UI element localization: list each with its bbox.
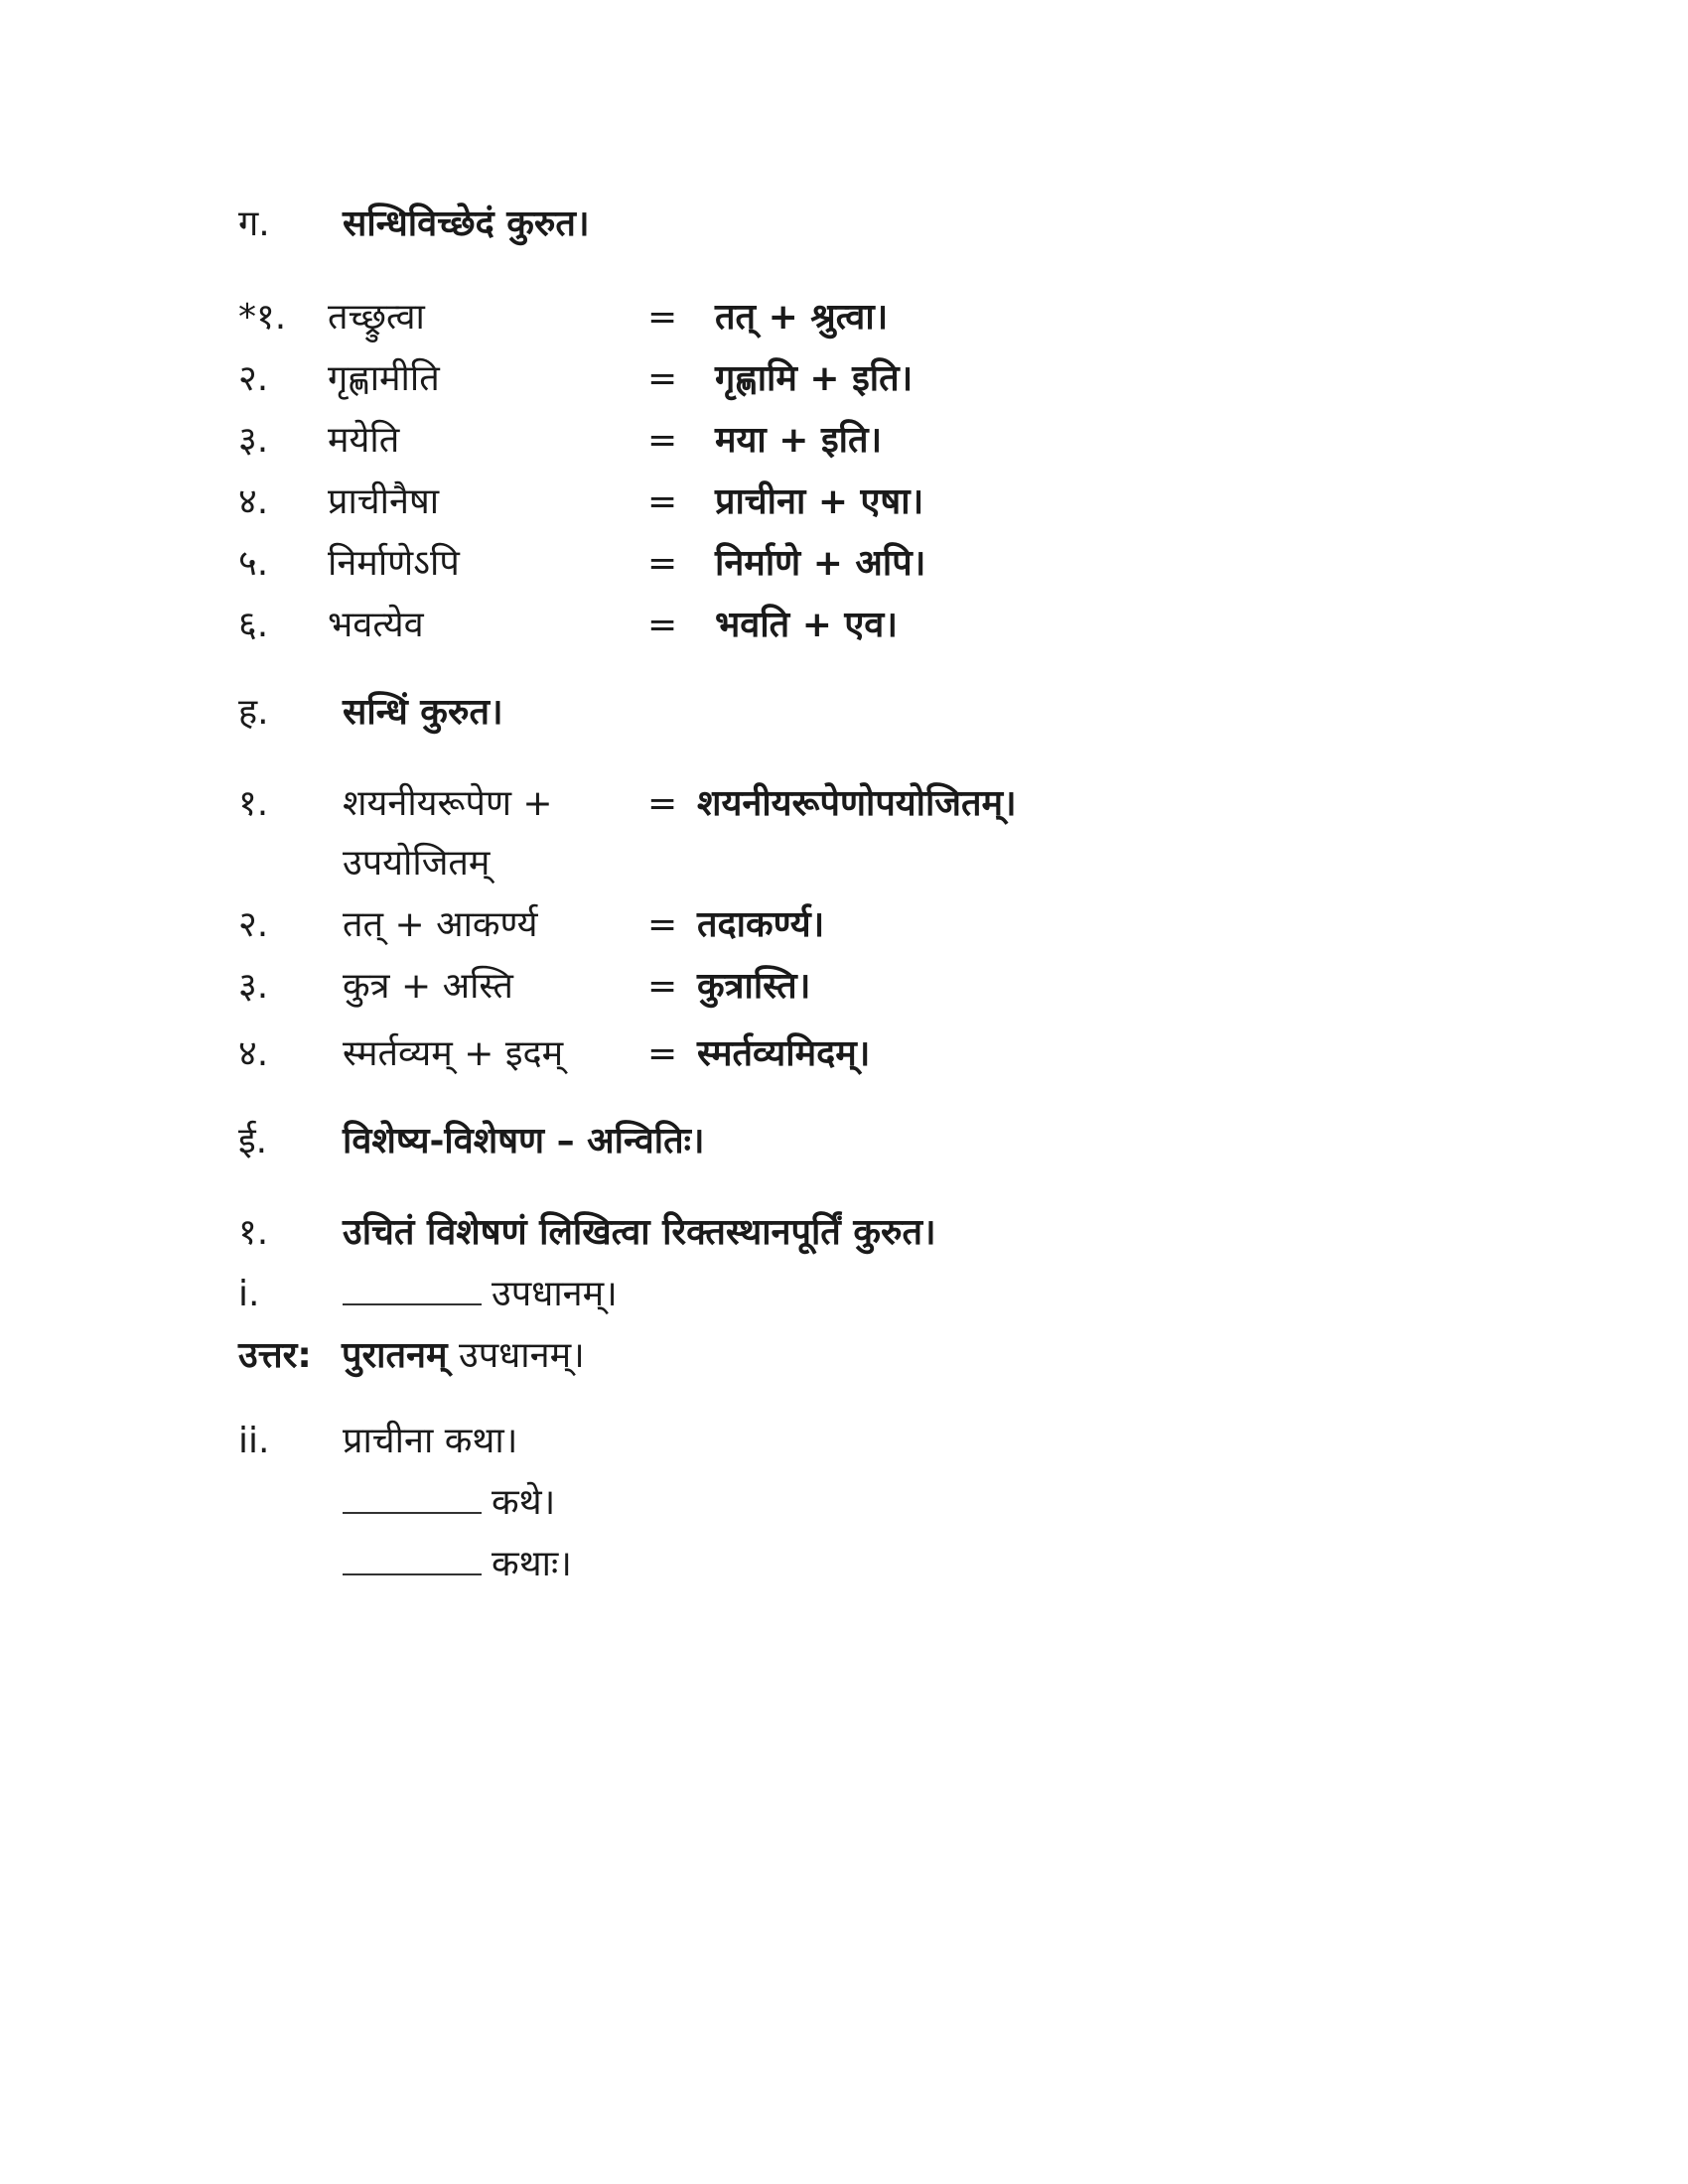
blank-line — [343, 1274, 482, 1305]
item-word: मयेति — [328, 420, 400, 461]
item-number: ३. — [238, 966, 269, 1007]
item-word: भवत्येव — [328, 605, 424, 645]
item-number: ५. — [238, 543, 269, 584]
item-word: शयनीयरूपेण + — [343, 783, 553, 824]
item-answer: तत् + श्रुत्वा। — [715, 297, 889, 338]
equals-sign: = — [647, 481, 678, 522]
blank-line — [343, 1482, 482, 1514]
question-text: उचितं विशेषणं लिखित्वा रिक्तस्थानपूर्तिं कुरुत। — [343, 1212, 936, 1253]
item-word: कुत्र + अस्ति — [343, 966, 513, 1007]
item-answer: निर्माणे + अपि। — [715, 543, 926, 584]
section-marker: ह. — [238, 692, 269, 733]
equals-sign: = — [647, 904, 678, 945]
section-title: सन्धिं कुरुत। — [343, 692, 503, 733]
answer-rest: उपधानम्। — [458, 1335, 585, 1376]
item-word: गृह्णामीति — [328, 358, 440, 399]
sub-question-number: ii. — [238, 1421, 270, 1461]
item-number: ४. — [238, 1033, 269, 1074]
item-number: १. — [238, 783, 269, 824]
item-number: *१. — [238, 297, 287, 338]
sub-question-text: प्राचीना कथा। — [343, 1421, 518, 1461]
equals-sign: = — [647, 420, 678, 461]
item-word: प्राचीनैषा — [328, 481, 440, 522]
equals-sign: = — [647, 297, 678, 338]
item-answer: प्राचीना + एषा। — [715, 481, 924, 522]
item-answer: मया + इति। — [715, 420, 883, 461]
item-answer: तदाकर्ण्य। — [697, 904, 825, 945]
item-number: ४. — [238, 481, 269, 522]
item-word: स्मर्तव्यम् + इदम् — [343, 1033, 564, 1074]
item-number: २. — [238, 904, 269, 945]
equals-sign: = — [647, 358, 678, 399]
answer-content — [342, 1328, 585, 1384]
equals-sign: = — [647, 966, 678, 1007]
section-title: विशेष्य-विशेषण – अन्वितिः। — [343, 1121, 705, 1161]
blank-line — [343, 1544, 482, 1575]
question-number: १. — [238, 1212, 269, 1253]
item-word: निर्माणेऽपि — [328, 543, 460, 584]
item-number: ३. — [238, 420, 269, 461]
section-marker: ई. — [238, 1121, 268, 1161]
item-number: ६. — [238, 605, 269, 645]
item-answer: भवति + एव। — [715, 605, 898, 645]
answer-bold: पुरातनम् — [342, 1335, 448, 1376]
fill-blank — [343, 1537, 572, 1592]
equals-sign: = — [647, 605, 678, 645]
equals-sign: = — [647, 783, 678, 824]
fill-blank-text: कथाः। — [492, 1544, 572, 1584]
section-marker: ग. — [238, 204, 270, 244]
item-word: तत् + आकर्ण्य — [343, 904, 538, 945]
fill-blank-text: उपधानम्। — [492, 1274, 618, 1314]
item-answer: कुत्रास्ति। — [697, 966, 811, 1007]
item-word-continued: उपयोजितम् — [343, 843, 491, 884]
section-title: सन्धिविच्छेदं कुरुत। — [343, 204, 590, 244]
item-answer: शयनीयरूपेणोपयोजितम्। — [697, 783, 1017, 824]
equals-sign: = — [647, 1033, 678, 1074]
fill-blank-text: कथे। — [492, 1482, 556, 1523]
fill-blank-line — [343, 1267, 618, 1322]
item-answer: स्मर्तव्यमिदम्। — [697, 1033, 871, 1074]
item-word: तच्छ्रुत्वा — [328, 297, 425, 338]
equals-sign: = — [647, 543, 678, 584]
fill-blank — [343, 1475, 555, 1531]
sub-question-number: i. — [238, 1274, 260, 1314]
item-answer: गृह्णामि + इति। — [715, 358, 914, 399]
item-number: २. — [238, 358, 269, 399]
answer-label: उत्तर: — [238, 1335, 312, 1376]
